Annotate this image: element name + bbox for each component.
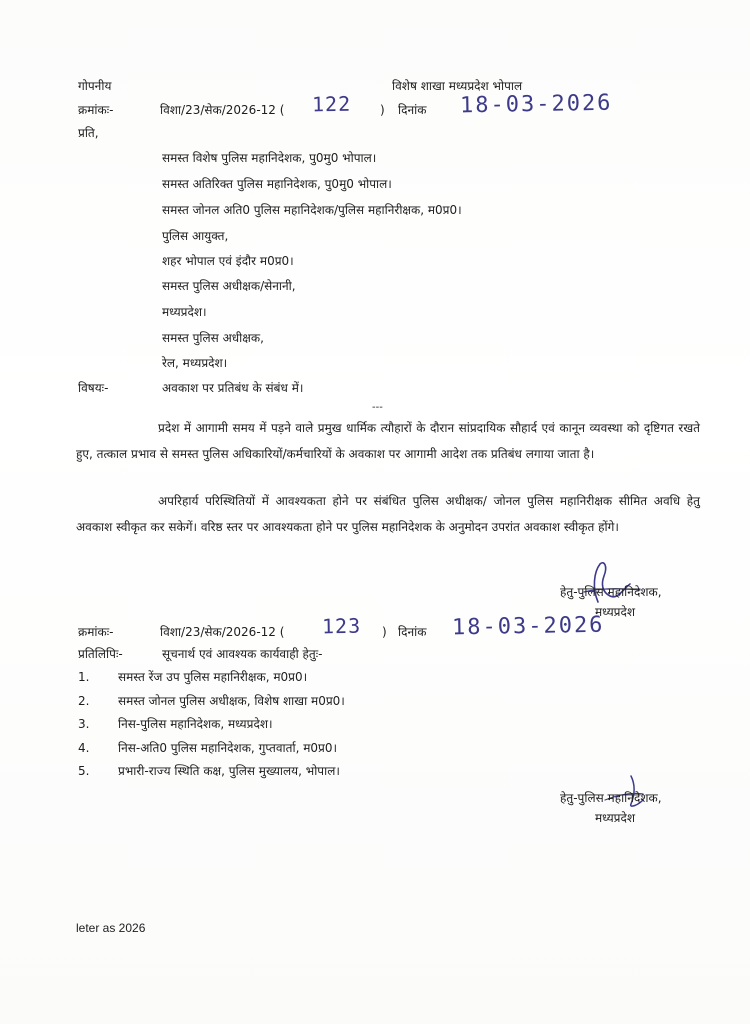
subject-text: अवकाश पर प्रतिबंध के संबंध में।: [162, 381, 304, 395]
copy-item-number: 4.: [78, 741, 90, 755]
copy-ref-number-close: ): [382, 625, 387, 639]
copy-purpose: सूचनार्थ एवं आवश्यक कार्यवाही हेतुः-: [162, 647, 323, 661]
copy-item: समस्त रेंज उप पुलिस महानिरीक्षक, म0प्र0।: [118, 670, 308, 684]
body-paragraph-1: प्रदेश में आगामी समय में पड़ने वाले प्रमुख धार्मिक त्यौहारों के दौरान सांप्रदायिक सौहार्द एवं कानून व्यवस्था को दृष्टिगत रखते हुए, तत्काल प्रभाव से समस्त पुलिस अधिकारियों/कर्मचारियों के अवकाश पर आगामी आदेश तक प्रतिबंध लगाया जाता है।: [76, 421, 700, 461]
signature-state: मध्यप्रदेश: [595, 605, 636, 619]
copy-item: निस-पुलिस महानिदेशक, मध्यप्रदेश।: [118, 717, 273, 731]
ref-handwritten-number: 122: [311, 91, 352, 117]
recipient-line: समस्त जोनल अति0 पुलिस महानिदेशक/पुलिस महानिरीक्षक, म0प्र0।: [162, 203, 462, 217]
signature-designation: हेतु-पुलिस महानिदेशक,: [560, 791, 662, 805]
footer-note: leter as 2026: [76, 921, 146, 935]
ref-number: विशा/23/सेक/2026-12 (: [160, 103, 285, 117]
copy-item-number: 5.: [78, 764, 90, 778]
recipient-line: पुलिस आयुक्त,: [162, 229, 229, 243]
ref-label: क्रमांकः-: [78, 103, 114, 117]
signature-designation: हेतु-पुलिस महानिदेशक,: [560, 585, 662, 599]
copy-label: प्रतिलिपिः-: [78, 647, 123, 661]
recipient-line: मध्यप्रदेश।: [162, 305, 207, 319]
to-label: प्रति,: [78, 126, 99, 140]
date-label: दिनांक: [398, 103, 427, 117]
separator: ---: [372, 402, 383, 413]
signature-state: मध्यप्रदेश: [595, 811, 636, 825]
copy-item-number: 3.: [78, 717, 90, 731]
recipient-line: समस्त पुलिस अधीक्षक/सेनानी,: [162, 279, 296, 293]
copy-date-handwritten: 18-03-2026: [451, 612, 605, 641]
confidential-label: गोपनीय: [78, 79, 112, 93]
copy-item: प्रभारी-राज्य स्थिति कक्ष, पुलिस मुख्यालय, भोपाल।: [118, 764, 340, 778]
copy-ref-label: क्रमांकः-: [78, 625, 114, 639]
subject-label: विषयः-: [78, 381, 109, 395]
recipient-line: समस्त विशेष पुलिस महानिदेशक, पु0मु0 भोपाल।: [162, 151, 377, 165]
copy-date-label: दिनांक: [398, 625, 427, 639]
recipient-line: रेल, मध्यप्रदेश।: [162, 356, 228, 370]
copy-ref-number: विशा/23/सेक/2026-12 (: [160, 625, 285, 639]
copy-ref-handwritten-number: 123: [321, 613, 362, 639]
copy-item-number: 2.: [78, 694, 90, 708]
copy-item: समस्त जोनल पुलिस अधीक्षक, विशेष शाखा म0प्र0।: [118, 694, 345, 708]
copy-item: निस-अति0 पुलिस महानिदेशक, गुप्तवार्ता, म0प्र0।: [118, 741, 338, 755]
recipient-line: समस्त पुलिस अधीक्षक,: [162, 331, 264, 345]
date-handwritten: 18-03-2026: [459, 90, 613, 119]
recipient-line: शहर भोपाल एवं इंदौर म0प्र0।: [162, 254, 294, 268]
office-name: विशेष शाखा मध्यप्रदेश भोपाल: [392, 79, 523, 93]
body-paragraph-2: अपरिहार्य परिस्थितियों में आवश्यकता होने पर संबंधित पुलिस अधीक्षक/ जोनल पुलिस महानिरीक्षक सीमित अवधि हेतु अवकाश स्वीकृत कर सकेगें। वरिष्ठ स्तर पर आवश्यकता होने पर पुलिस महानिदेशक के अनुमोदन उपरांत अवकाश स्वीकृत होंगे।: [76, 494, 700, 534]
copy-item-number: 1.: [78, 670, 90, 684]
recipient-line: समस्त अतिरिक्त पुलिस महानिदेशक, पु0मु0 भोपाल।: [162, 177, 392, 191]
ref-number-close: ): [380, 103, 385, 117]
